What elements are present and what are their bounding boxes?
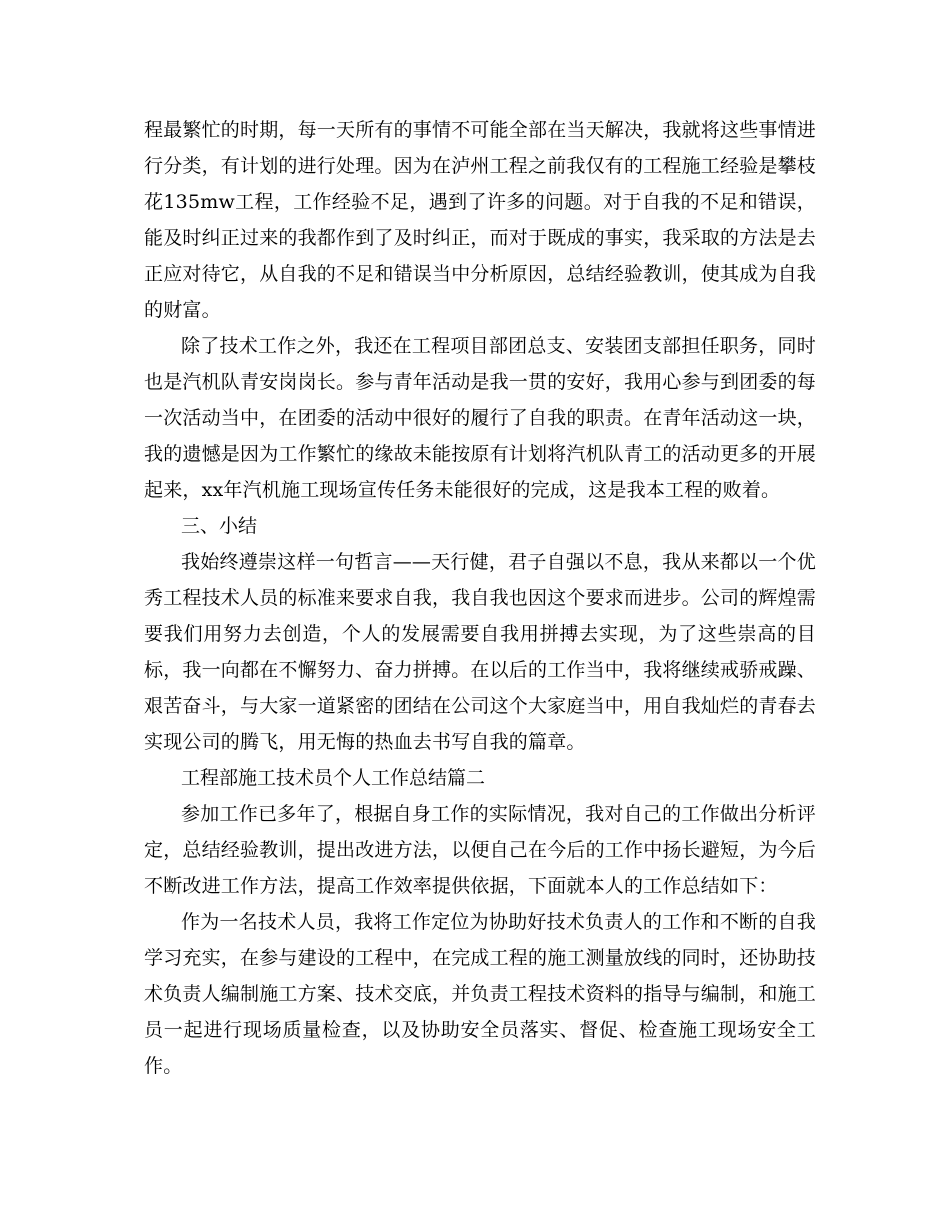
paragraph-league-duties: 除了技术工作之外，我还在工程项目部团总支、安装团支部担任职务，同时也是汽机队青安岗岗长。参与青年活动是我一贯的安好，我用心参与到团委的每一次活动当中，在团委的活动中很好的履行了自我的职责。在青年活动这一块，我的遗憾是因为工作繁忙的缘故未能按原有计划将汽机队青工的活动更多的开展起来，xx年汽机施工现场宣传任务未能很好的完成，这是我本工程的败着。 [144,335,817,501]
paragraph-continued: 程最繁忙的时期，每一天所有的事情不可能全部在当天解决，我就将这些事情进行分类，有计划的进行处理。因为在泸州工程之前我仅有的工程施工经验是攀枝花135mw工程，工作经验不足，遇到了许多的问题。对于自我的不足和错误，能及时纠正过来的我都作到了及时纠正，而对于既成的事实，我采取的方法是去正应对待它，从自我的不足和错误当中分析原因，总结经验教训，使其成为自我的财富。 [144,119,817,321]
section-heading-summary: 三、小结 [181,515,258,537]
paragraph-motto: 我始终遵崇这样一句哲言——天行健，君子自强以不息，我从来都以一个优秀工程技术人员的标准来要求自我，我自我也因这个要求而进步。公司的辉煌需要我们用努力去创造，个人的发展需要自我用拼搏去实现，为了这些崇高的目标，我一向都在不懈努力、奋力拼搏。在以后的工作当中，我将继续戒骄戒躁、艰苦奋斗，与大家一道紧密的团结在公司这个大家庭当中，用自我灿烂的青春去实现公司的腾飞，用无悔的热血去书写自我的篇章。 [144,551,817,753]
paragraph-role: 作为一名技术人员，我将工作定位为协助好技术负责人的工作和不断的自我学习充实，在参与建设的工程中，在完成工程的施工测量放线的同时，还协助技术负责人编制施工方案、技术交底，并负责工程技术资料的指导与编制，和施工员一起进行现场质量检查，以及协助安全员落实、督促、检查施工现场安全工作。 [144,911,817,1077]
paragraph-intro: 参加工作已多年了，根据自身工作的实际情况，我对自己的工作做出分析评定，总结经验教训，提出改进方法，以便自己在今后的工作中扬长避短，为今后不断改进工作方法，提高工作效率提供依据，下面就本人的工作总结如下： [144,803,817,897]
document-page [144,112,816,1084]
article-title-part-two: 工程部施工技术员个人工作总结篇二 [181,767,486,789]
